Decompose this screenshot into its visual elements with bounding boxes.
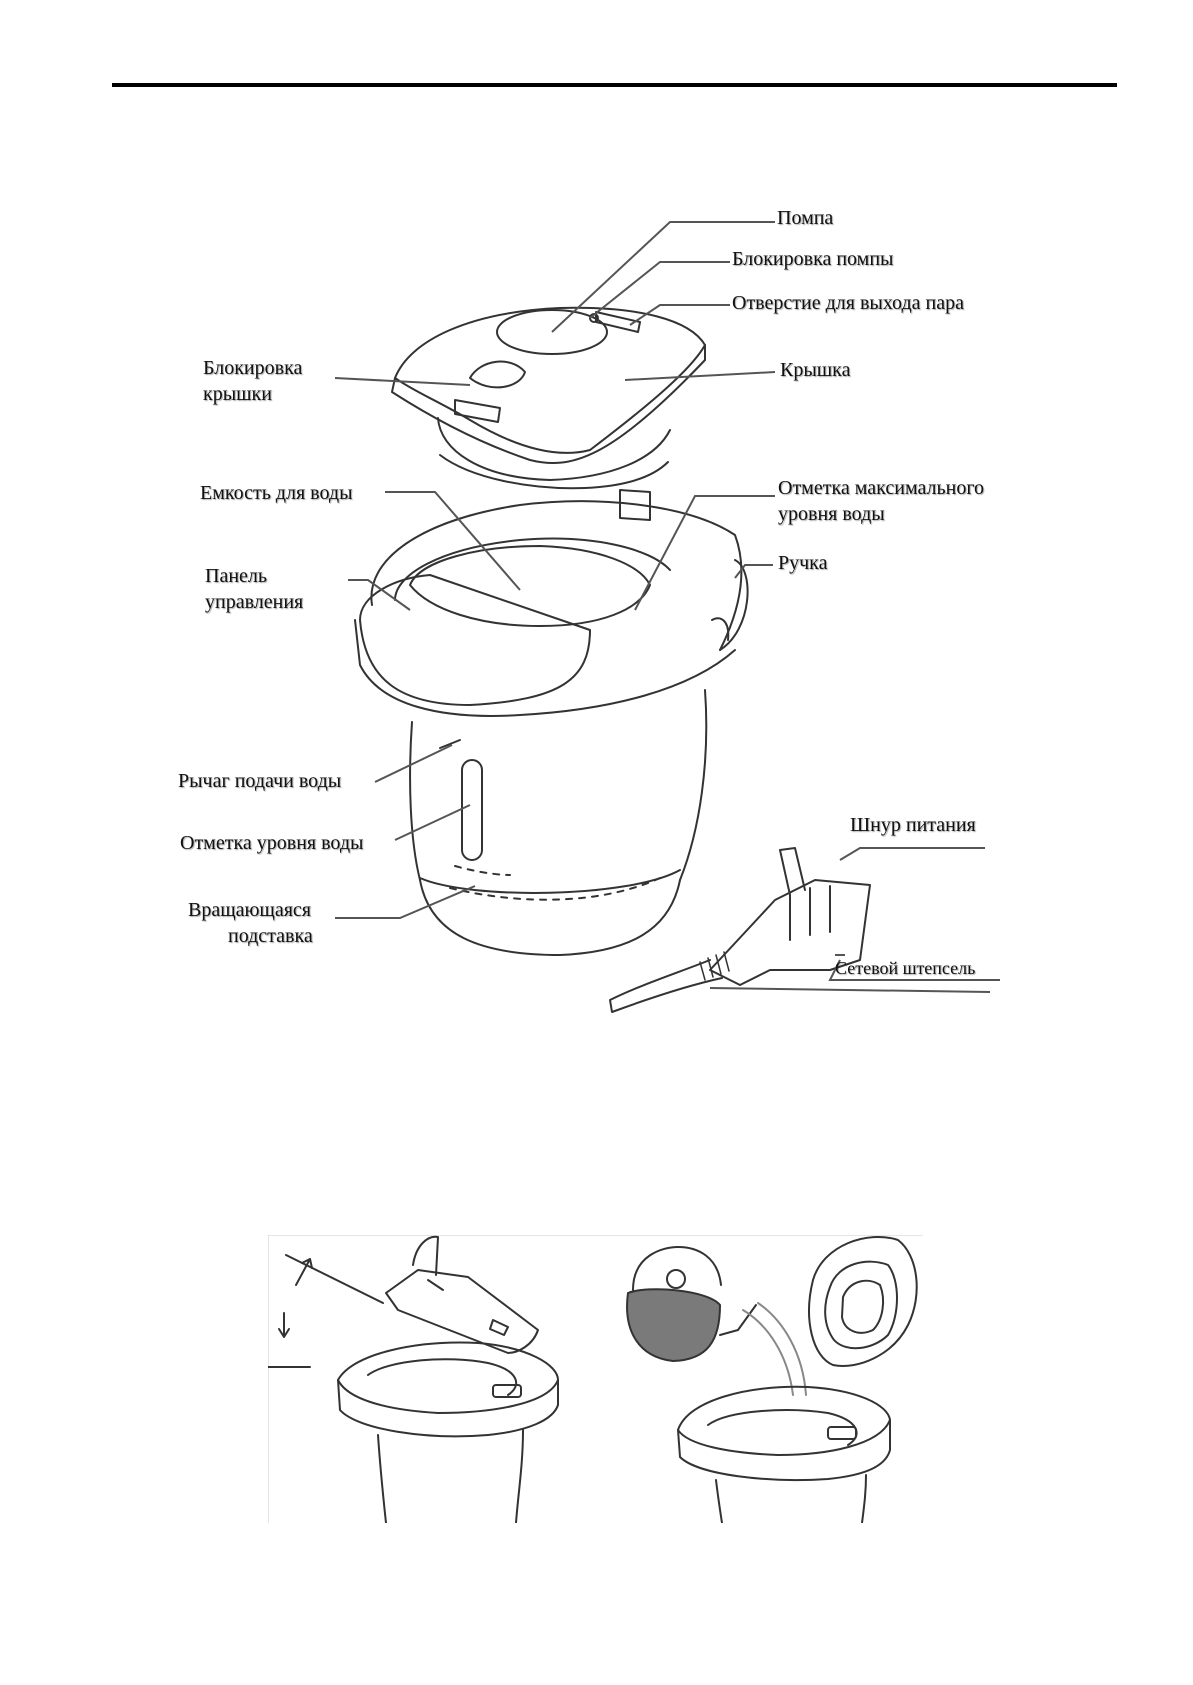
label-control-panel: Панель управления [205, 565, 304, 613]
filling-illustration [268, 1235, 923, 1523]
label-water-tank: Емкость для воды [200, 482, 353, 504]
pouring-kettle-drawing [627, 1237, 917, 1523]
label-lid-lock: Блокировка крышки [203, 357, 303, 405]
leader-power-cord [840, 848, 985, 860]
label-steam-vent: Отверстие для выхода пара [732, 292, 964, 314]
leader-steam-vent [630, 305, 730, 325]
leader-water-tank [385, 492, 520, 590]
label-handle: Ручка [778, 552, 828, 574]
leader-water-level-mark [395, 805, 470, 840]
label-rotating-base: Вращающаяся подставка [188, 899, 313, 947]
label-pump: Помпа [777, 207, 834, 229]
opening-lid-drawing [268, 1237, 558, 1523]
label-water-level-mark: Отметка уровня воды [180, 832, 364, 854]
pot-body-drawing [355, 490, 748, 955]
label-pump-lock: Блокировка помпы [732, 248, 894, 270]
label-plug: Сетевой штепсель [835, 958, 976, 978]
label-max-level: Отметка максимального уровня воды [778, 477, 985, 525]
label-power-cord: Шнур питания [850, 814, 976, 836]
leader-rotating-base [335, 886, 475, 918]
leader-water-lever [375, 745, 452, 782]
label-water-lever: Рычаг подачи воды [178, 770, 342, 792]
leader-max-level [635, 496, 775, 610]
label-lid: Крышка [780, 359, 851, 381]
leader-lid [625, 372, 775, 380]
lid-drawing [392, 308, 705, 488]
